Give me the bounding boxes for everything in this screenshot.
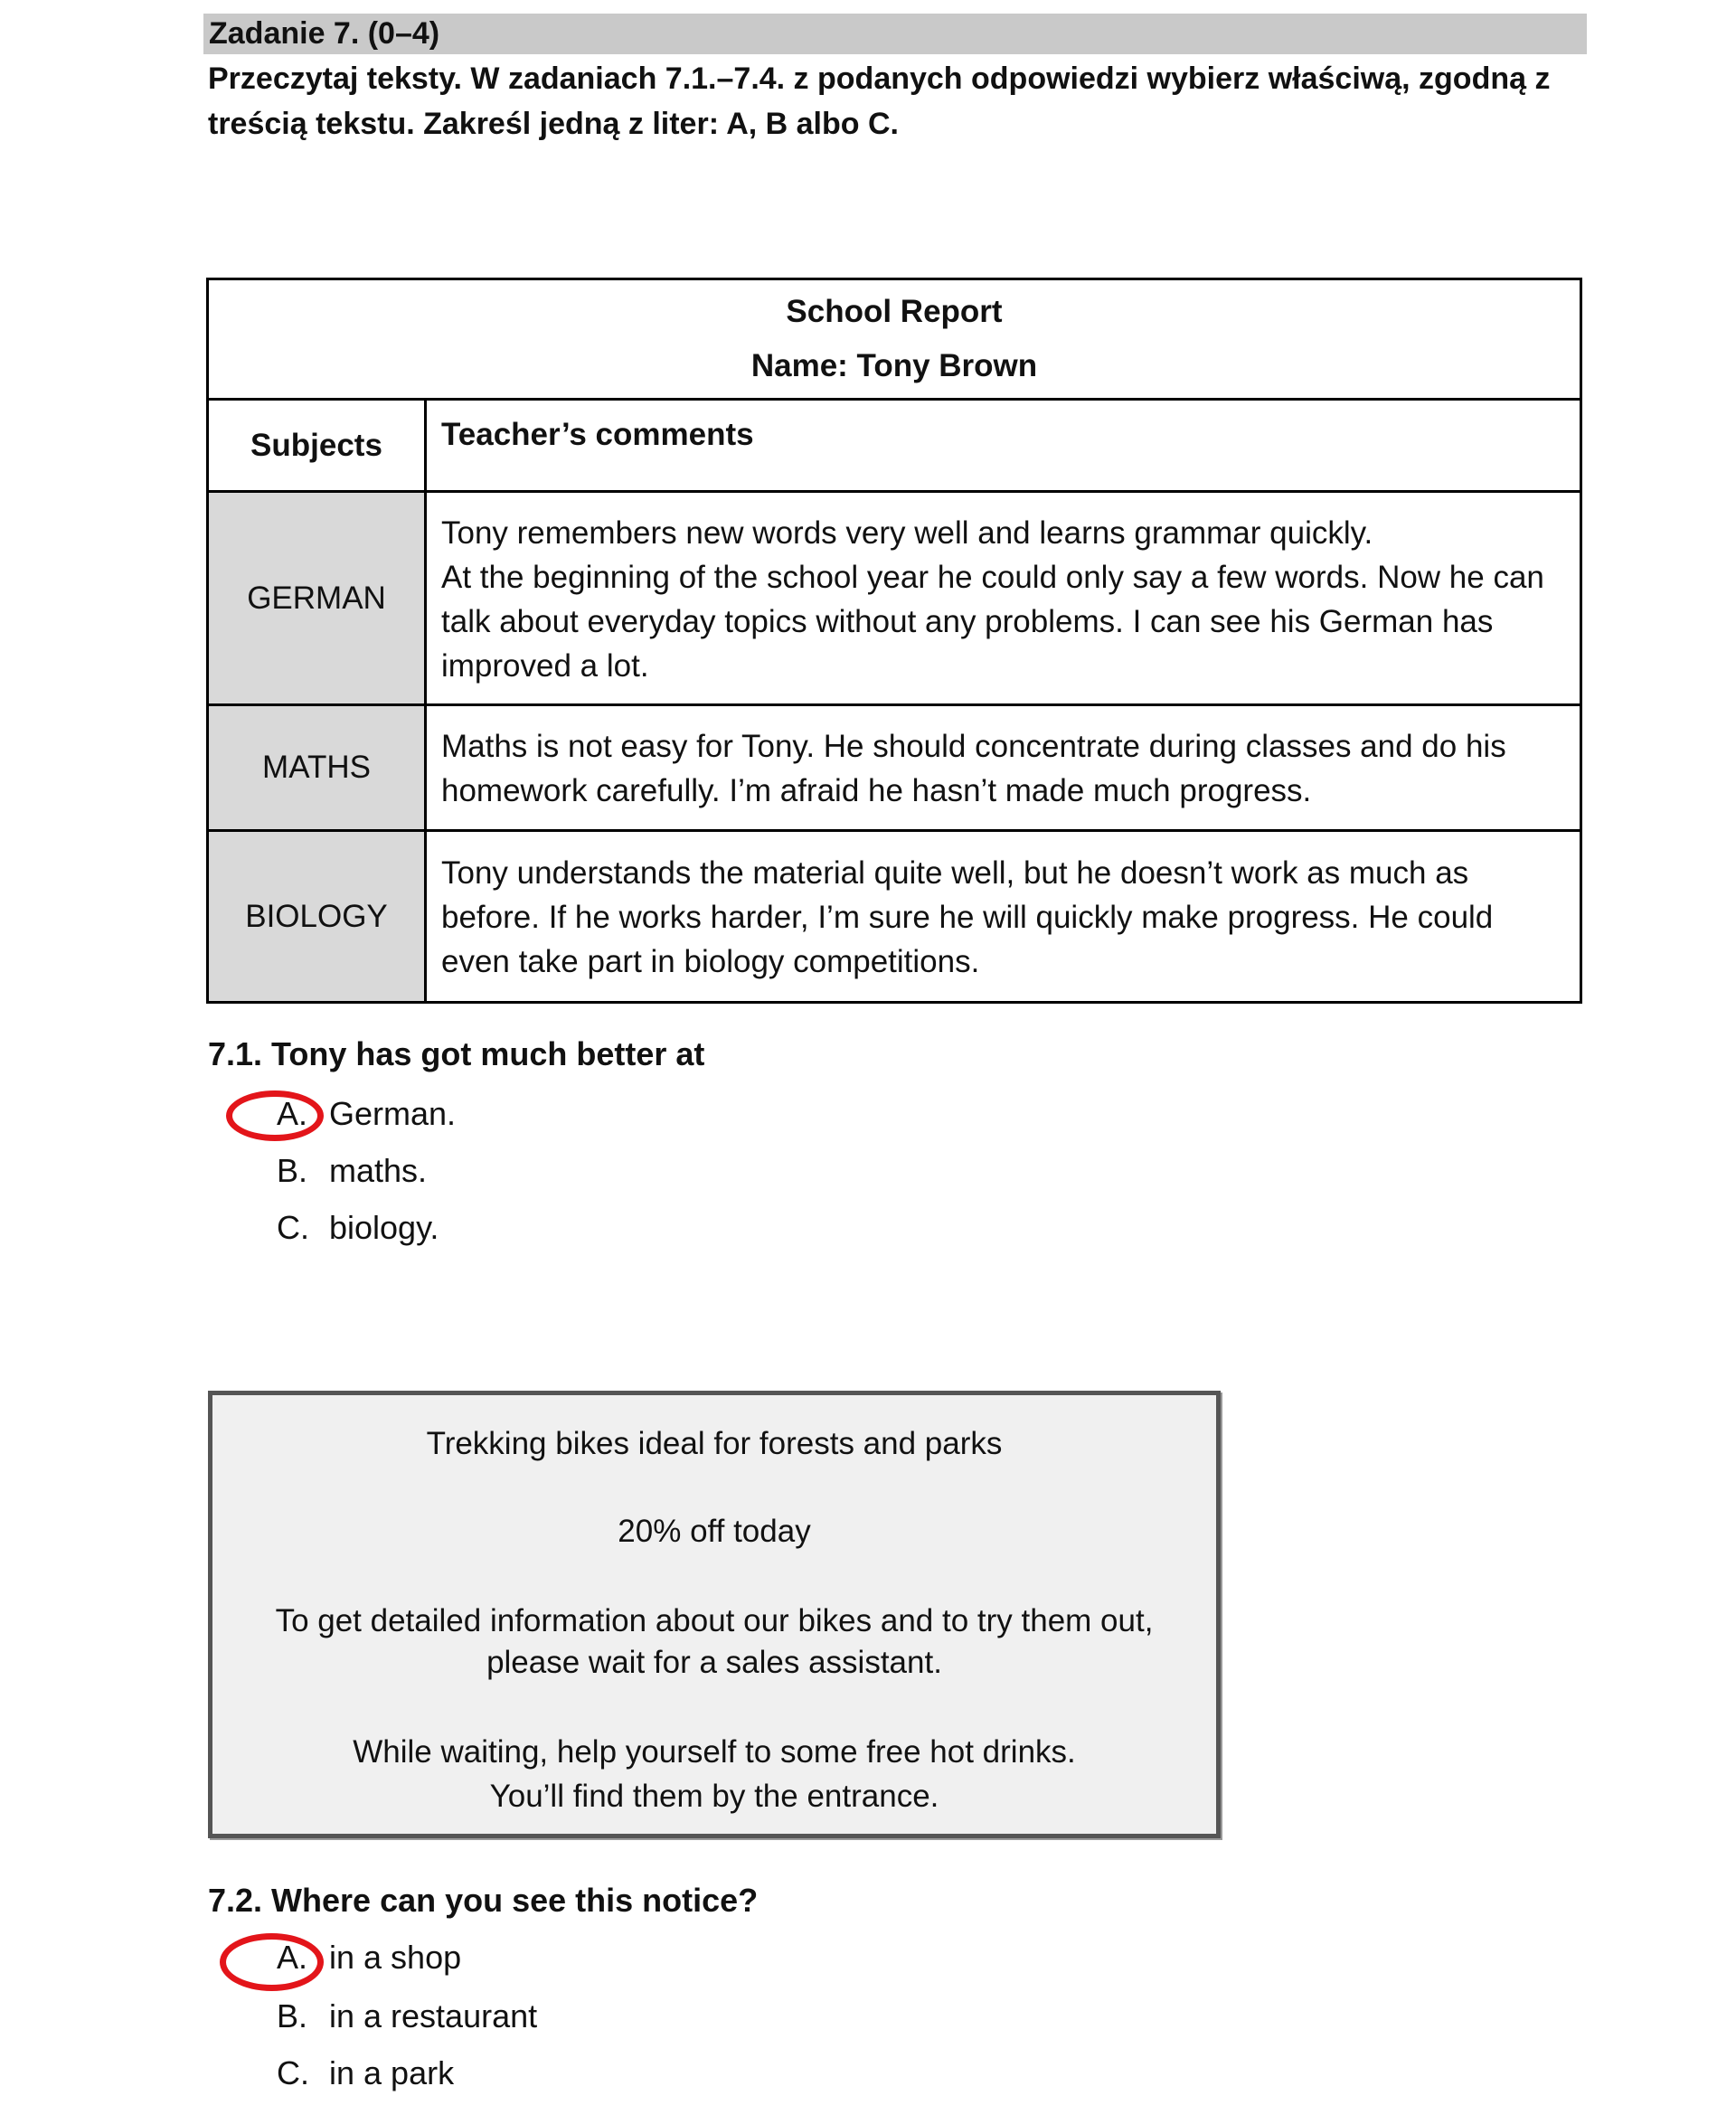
option-letter: C.	[277, 1209, 309, 1246]
table-row	[208, 492, 1581, 705]
subject-maths: MATHS	[208, 705, 426, 831]
option-7-2-c[interactable]	[277, 2053, 454, 2093]
report-student-name: Name: Tony Brown	[750, 348, 1038, 383]
report-heading	[208, 279, 1581, 400]
option-text: German.	[329, 1095, 457, 1132]
answer-circle-7-2	[220, 1933, 324, 1991]
notice-line: 20% off today	[618, 1514, 811, 1549]
comment-line: Maths is not easy for Tony. He should concentrate during classes and do his homework carefully. I’m afraid he hasn’t made much progress.	[441, 729, 1506, 808]
notice-line: please wait for a sales assistant.	[486, 1645, 942, 1680]
school-report-table	[206, 278, 1582, 1004]
option-letter: A.	[277, 1095, 308, 1132]
notice-line: Trekking bikes ideal for forests and parks	[426, 1426, 1003, 1461]
column-header-subjects: Subjects	[208, 400, 426, 492]
option-text: in a restaurant	[329, 1997, 538, 2034]
column-header-comments: Teacher’s comments	[426, 400, 1581, 492]
comment-line: At the beginning of the school year he could only say a few words. Now he can talk about everyday topics without any problems. I can see his German has improved a lot.	[441, 559, 1544, 684]
option-7-1-b[interactable]	[277, 1151, 427, 1191]
option-7-1-c[interactable]	[277, 1208, 439, 1248]
comment-german	[426, 492, 1581, 705]
subject-german: GERMAN	[208, 492, 426, 705]
option-7-2-b[interactable]	[277, 1997, 537, 2036]
answer-circle-7-1	[226, 1090, 324, 1141]
option-letter: A.	[277, 1939, 308, 1976]
question-7-1: 7.1. Tony has got much better at	[208, 1035, 705, 1072]
table-row	[208, 705, 1581, 831]
option-text: in a shop	[329, 1939, 462, 1976]
comment-line: Tony understands the material quite well, but he doesn’t work as much as before. If he works harder, I’m sure he will quickly make progress. He could even take part in biology competitions.	[441, 855, 1494, 979]
option-letter: C.	[277, 2054, 309, 2091]
notice-line: While waiting, help yourself to some free hot drinks.	[353, 1734, 1076, 1770]
option-text: biology.	[329, 1209, 439, 1246]
comment-line: Tony remembers new words very well and learns grammar quickly.	[441, 514, 1373, 551]
task-header: Zadanie 7. (0–4)	[203, 14, 1587, 54]
subject-biology: BIOLOGY	[208, 831, 426, 1003]
notice-line: You’ll find them by the entrance.	[489, 1779, 939, 1814]
option-letter: B.	[277, 1997, 308, 2034]
table-row	[208, 831, 1581, 1003]
comment-biology	[426, 831, 1581, 1003]
comment-maths	[426, 705, 1581, 831]
report-title: School Report	[786, 294, 1003, 329]
option-text: in a park	[329, 2054, 455, 2091]
question-7-2: 7.2. Where can you see this notice?	[208, 1882, 759, 1919]
notice-line: To get detailed information about our bikes and to try them out,	[275, 1603, 1154, 1638]
option-text: maths.	[329, 1152, 428, 1189]
bike-shop-notice	[208, 1391, 1221, 1838]
task-instructions: Przeczytaj teksty. W zadaniach 7.1.–7.4. z podanych odpowiedzi wybierz właściwą, zgodną z treścią tekstu. Zakreśl jedną z liter: A, B albo C.	[208, 61, 1551, 141]
option-letter: B.	[277, 1152, 308, 1189]
